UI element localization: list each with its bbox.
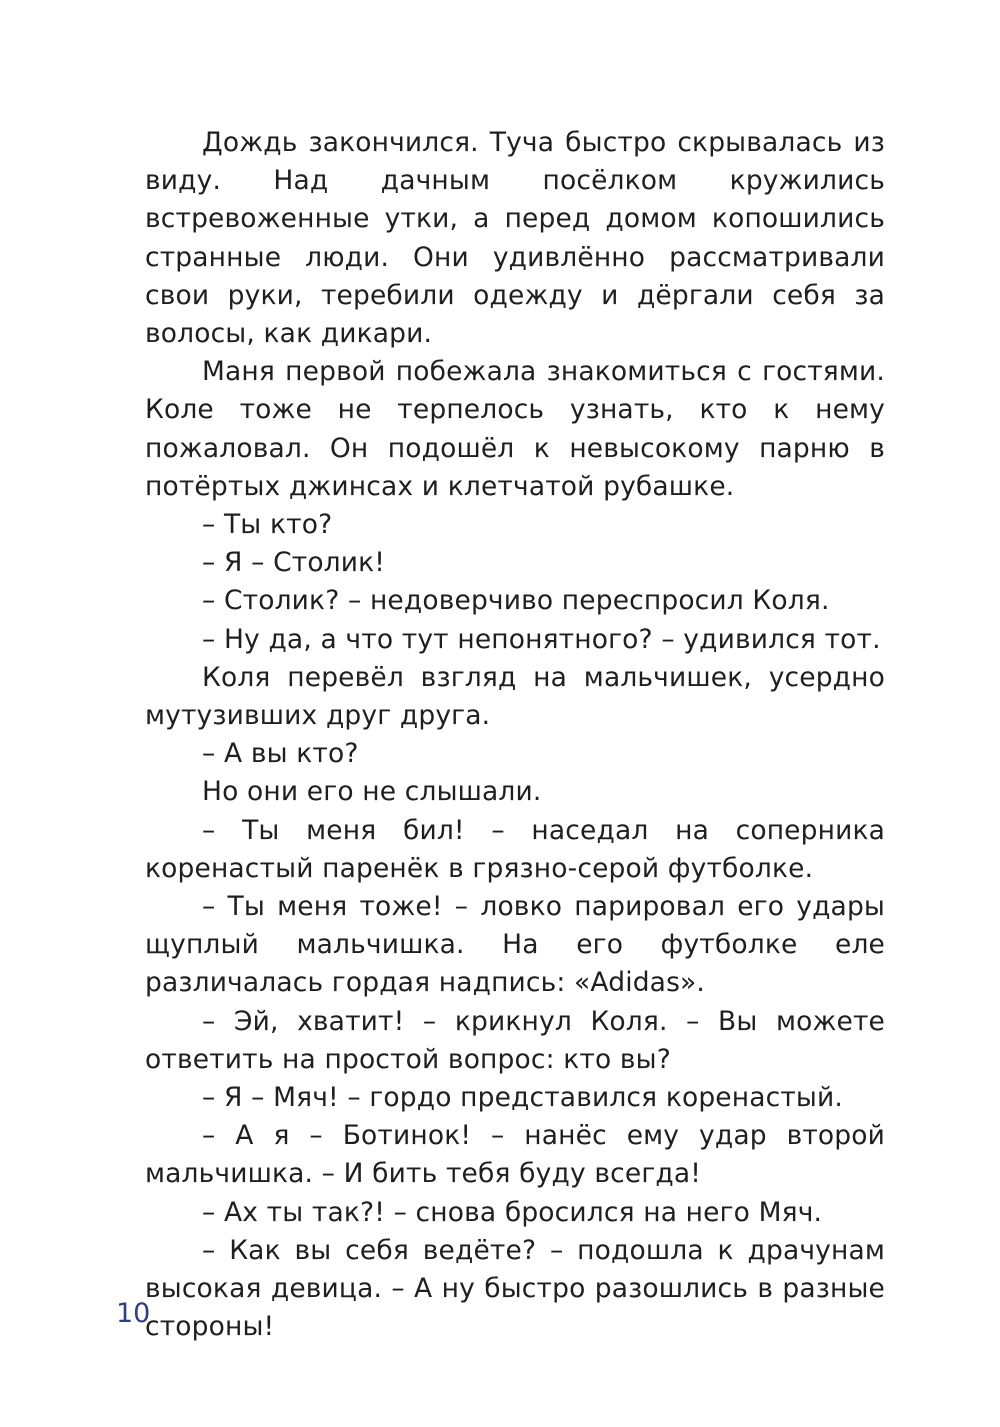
dialogue-line: – Ты меня тоже! – ловко парировал его удары щуплый мальчишка. На его футболке еле различалась гордая надпись: «Adidas». <box>145 891 885 999</box>
page-number: 10 <box>116 1298 151 1329</box>
dialogue-line: – Ты меня бил! – наседал на соперника коренастый паренёк в грязно-серой футболке. <box>145 814 885 884</box>
dialogue-line: – А я – Ботинок! – нанёс ему удар второй мальчишка. – И бить тебя буду всегда! <box>145 1120 885 1190</box>
dialogue-line: – Я – Мяч! – гордо представился коренастый. <box>202 1082 843 1114</box>
paragraph: Но они его не слышали. <box>202 776 542 808</box>
dialogue-line: – Эй, хватит! – крикнул Коля. – Вы можете ответить на простой вопрос: кто вы? <box>145 1005 885 1075</box>
dialogue-line: – Ты кто? <box>202 509 333 541</box>
page-text <box>145 124 885 1347</box>
paragraph: Маня первой побежала знакомиться с гостями. Коле тоже не терпелось узнать, кто к нему пожаловал. Он подошёл к невысокому парню в потёртых джинсах и клетчатой рубашке. <box>145 356 885 502</box>
dialogue-line: – Столик? – недоверчиво переспросил Коля. <box>202 585 830 617</box>
dialogue-line: – Ну да, а что тут непонятного? – удивился тот. <box>202 623 881 655</box>
dialogue-line: – А вы кто? <box>202 738 359 770</box>
paragraph: Дождь закончился. Туча быстро скрывалась из виду. Над дачным посёлком кружились встревоженные утки, а перед домом копошились странные люди. Они удивлённо рассматривали свои руки, теребили одежду и дёргали себя за волосы, как дикари. <box>145 127 885 350</box>
paragraph: Коля перевёл взгляд на мальчишек, усердно мутузивших друг друга. <box>145 661 885 732</box>
dialogue-line: – Ах ты так?! – снова бросился на него Мяч. <box>202 1196 823 1228</box>
dialogue-line: – Я – Столик! <box>202 547 386 579</box>
dialogue-line: – Как вы себя ведёте? – подошла к драчунам высокая девица. – А ну быстро разошлись в разные стороны! <box>145 1234 885 1343</box>
